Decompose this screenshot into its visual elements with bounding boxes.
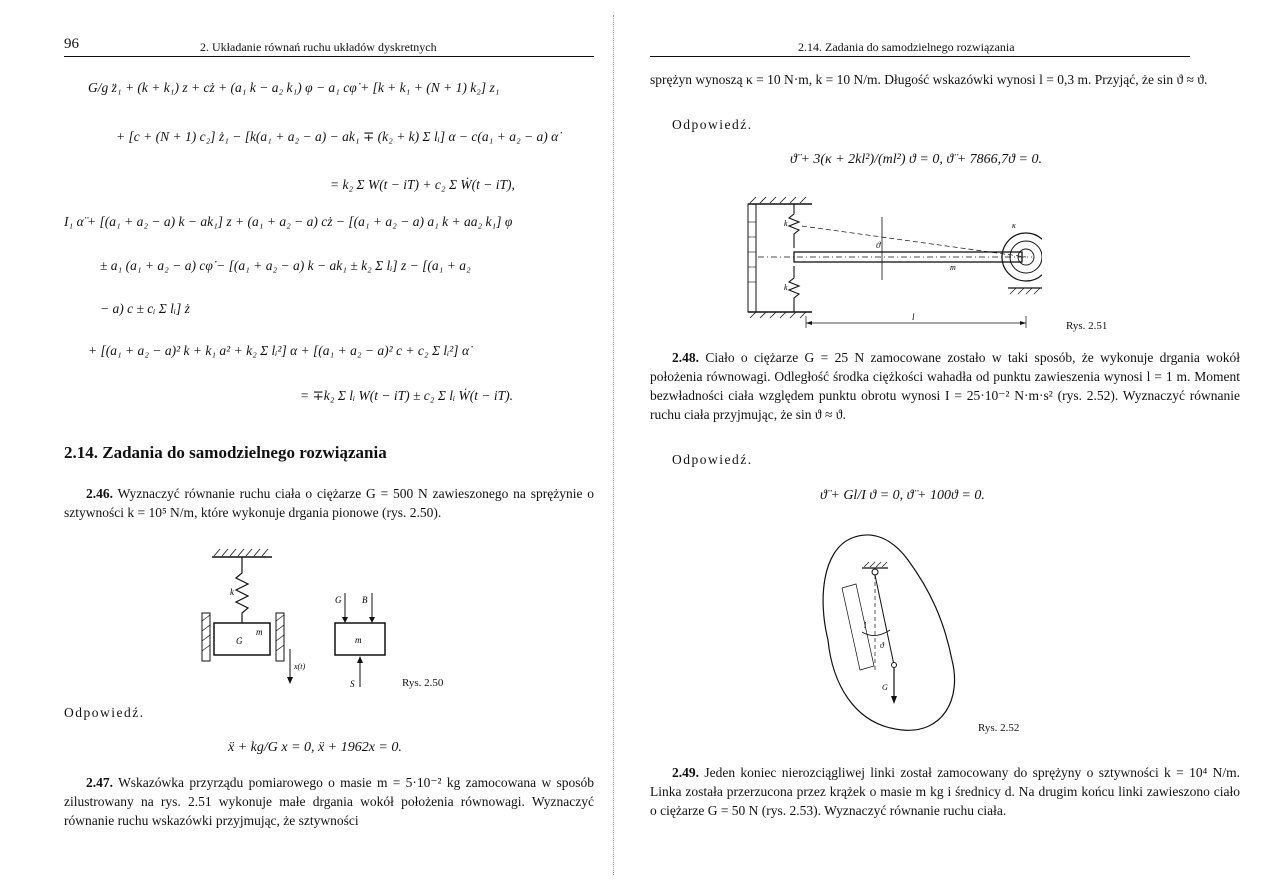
header-rule-left: [64, 56, 594, 57]
equation-line-8: = ∓k₂ Σ lᵢ W(t − iT) ± c₂ Σ lᵢ Ẇ(t − iT).: [300, 388, 513, 403]
spring: [236, 557, 248, 623]
figure-2-52: [812, 530, 972, 740]
problem-2-47: [64, 773, 594, 829]
length-label: l: [912, 312, 915, 322]
answer-label: Odpowiedź.: [64, 705, 145, 720]
problem-text: Wskazówka przyrządu pomiarowego o masie m = 5·10⁻² kg zamocowana w sposób zilustrowany na rys. 2.51 wykonuje małe drgania wokół położenia równowagi. Wyznaczyć równanie ruchu wskazówki przyjmując, że sztywności: [64, 775, 594, 828]
spring-force-label: S: [350, 679, 355, 689]
equation-line-7: + [(a₁ + a₂ − a)² k + k₁ a² + k₂ Σ lᵢ²] α + [(a₁ + a₂ − a)² c + c₂ Σ lᵢ²] α̇: [88, 343, 470, 358]
equation-line-1: G/g z̈₁ + (k + k₁) z + cż + (a₁ k − a₂ k₁) φ − a₁ cφ̇ + [k + k₁ + (N + 1) k₂] z₁: [88, 80, 500, 95]
inertia-force-label: B: [362, 595, 368, 605]
section-title: 2.14. Zadania do samodzielnego rozwiązania: [64, 443, 387, 462]
upper-spring: [789, 204, 799, 248]
problem-text: Wyznaczyć równanie ruchu ciała o ciężarze G = 500 N zawieszonego na sprężynie o sztywności k = 10⁵ N/m, które wykonuje drgania pionowe (rys. 2.50).: [64, 486, 594, 520]
problem-number: 2.46.: [86, 486, 113, 501]
coil-spring-label: κ: [1012, 221, 1016, 230]
problem-2-48: [650, 348, 1240, 424]
page-number: 96: [64, 36, 79, 52]
pivot-point: [872, 569, 878, 575]
length-label: l: [864, 621, 867, 630]
running-head-right: 2.14. Zadania do samodzielnego rozwiązania: [798, 40, 1015, 54]
answer-formula-2-46: ẍ + kg/G x = 0, ẍ + 1962x = 0.: [228, 740, 402, 755]
upper-spring-label: k: [784, 219, 788, 228]
mass-label: m: [256, 627, 263, 637]
equation-line-2: + [c + (N + 1) c₂] ż₁ − [k(a₁ + a₂ − a) − ak₁ ∓ (k₂ + k) Σ lᵢ] α − c(a₁ + a₂ − a) α̇: [116, 129, 559, 144]
mass-weight-label: G: [236, 636, 243, 646]
figure-caption-2-52: Rys. 2.52: [978, 722, 1020, 734]
problem-2-47-continued: sprężyn wynoszą κ = 10 N·m, k = 10 N/m. Długość wskazówki wynosi l = 0,3 m. Przyjąć, że sin ϑ ≈ ϑ.: [650, 72, 1208, 87]
pointer-mass-label: m: [950, 263, 956, 272]
figure-2-50: [190, 545, 470, 695]
equation-line-3: = k₂ Σ W(t − iT) + c₂ Σ Ẇ(t − iT),: [330, 177, 515, 192]
answer-label: Odpowiedź.: [672, 117, 753, 132]
equation-line-4: I₁ α̈ + [(a₁ + a₂ − a) k − ak₁] z + (a₁ + a₂ − a) cż − [(a₁ + a₂ − a) a₁ k + aa₂ k₁] φ: [64, 214, 513, 229]
angle-label: ϑ: [876, 240, 881, 250]
problem-text: Jeden koniec nierozciągliwej linki został zamocowany do sprężyny o sztywności k = 10⁴ N/m. Linka została przerzucona przez krążek o masie m kg i średnicy d. Na drugim końcu linki zawieszono ciało o ciężarze G = 50 N (rys. 2.53). Wyznaczyć równanie ruchu ciała.: [650, 765, 1240, 818]
equation-line-5: ± a₁ (a₁ + a₂ − a) cφ̇ − [(a₁ + a₂ − a) k − ak₁ ± k₂ Σ lᵢ] z − [(a₁ + a₂: [100, 258, 471, 273]
problem-2-49: [650, 763, 1240, 833]
page-gutter: [613, 15, 622, 875]
figure-caption-2-51: Rys. 2.51: [1066, 320, 1108, 332]
problem-number: 2.47.: [86, 775, 113, 790]
lower-spring: [789, 266, 799, 312]
problem-number: 2.48.: [672, 350, 699, 365]
header-rule-right: [650, 56, 1190, 57]
angle-label: ϑ: [880, 641, 884, 650]
displacement-label: x(t): [294, 662, 306, 671]
weight-label: G: [882, 683, 888, 692]
lower-spring-label: k: [784, 283, 788, 292]
problem-number: 2.49.: [672, 765, 699, 780]
equation-line-6: − a) c ± cᵢ Σ lᵢ] ż: [100, 301, 190, 316]
figure-caption-2-50: Rys. 2.50: [402, 677, 444, 689]
free-body-mass-label: m: [355, 635, 362, 645]
answer-formula-2-47: ϑ̈ + 3(κ + 2kl²)/(ml²) ϑ = 0, ϑ̈ + 7866,7ϑ = 0.: [790, 152, 1042, 167]
weight-force-label: G: [335, 595, 342, 605]
answer-label: Odpowiedź.: [672, 452, 753, 467]
answer-formula-2-48: ϑ̈ + Gl/I ϑ = 0, ϑ̈ + 100ϑ = 0.: [820, 488, 985, 503]
pendulum-body: [823, 535, 954, 730]
spring-label: k: [230, 587, 234, 597]
left-page: [0, 0, 615, 893]
right-page: [622, 0, 1263, 893]
figure-2-51: [742, 192, 1042, 334]
running-head-left: 2. Układanie równań ruchu układów dyskretnych: [200, 40, 437, 54]
problem-2-46: [64, 484, 594, 522]
problem-text: Ciało o ciężarze G = 25 N zamocowane zostało w taki sposób, że wykonuje drgania wokół położenia równowagi. Odległość środka ciężkości wahadła od punktu zawieszenia wynosi l = 1 m. Moment bezwładności ciała względem punktu obrotu wynosi I = 25·10⁻² N·m·s² (rys. 2.52). Wyznaczyć równanie ruchu ciała przyjmując, że sin ϑ ≈ ϑ.: [650, 350, 1241, 422]
